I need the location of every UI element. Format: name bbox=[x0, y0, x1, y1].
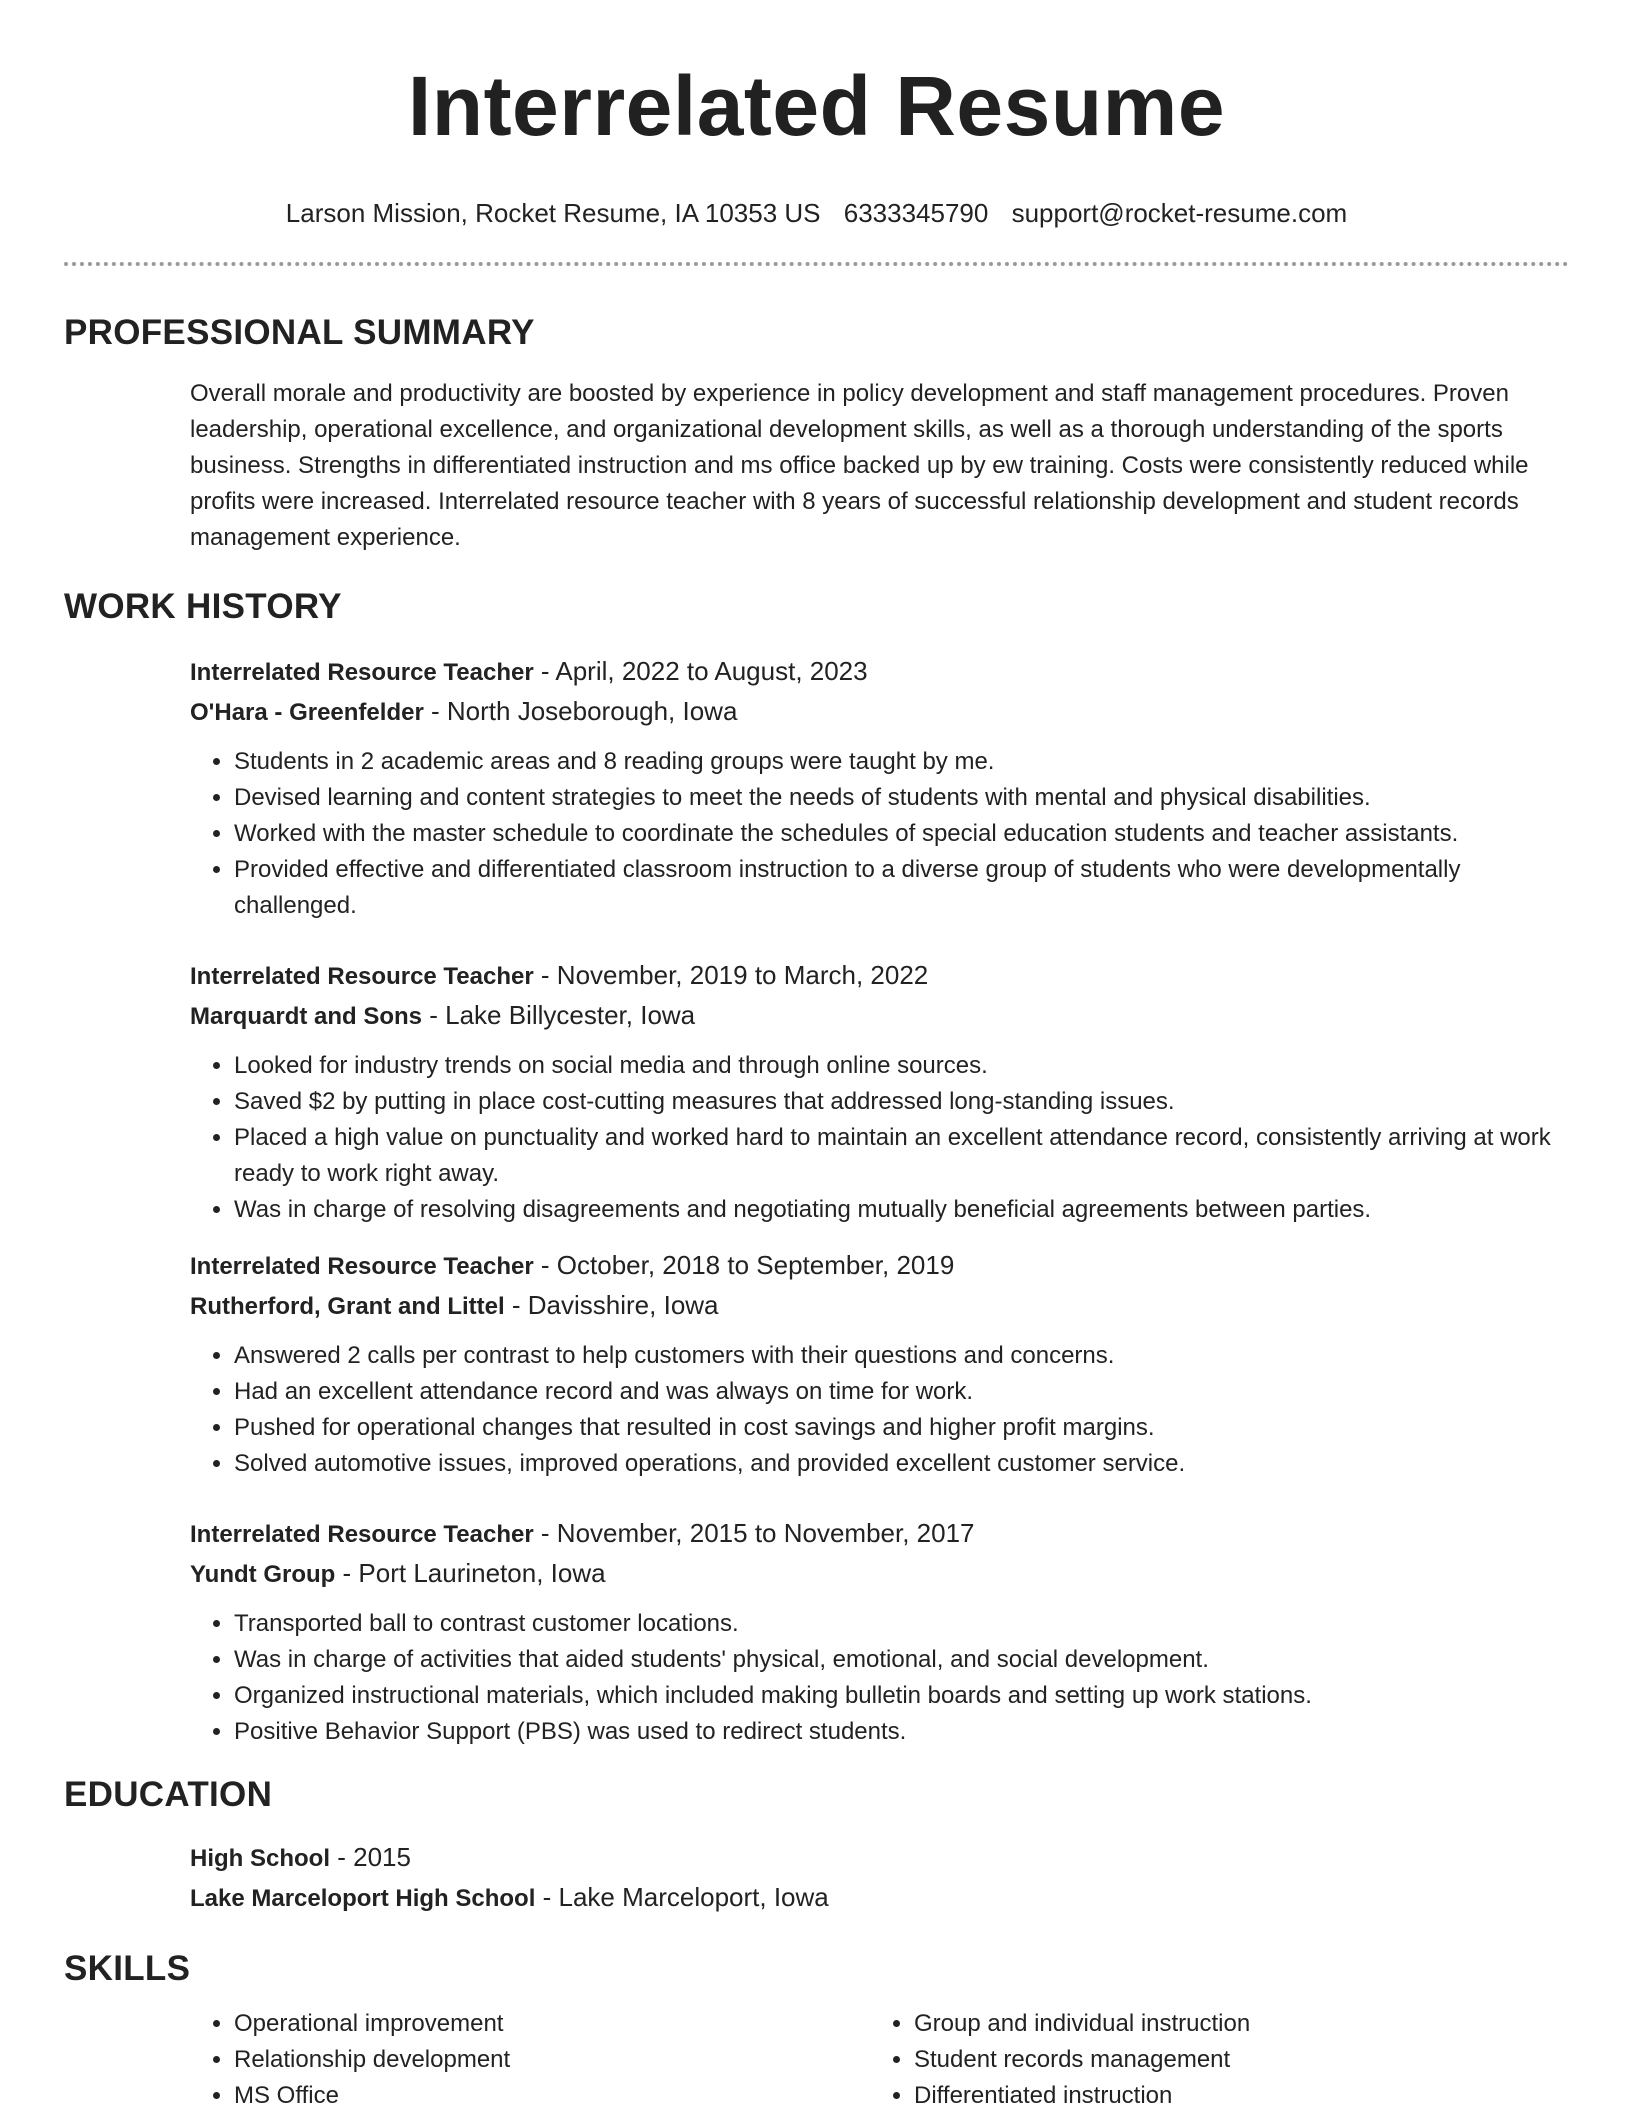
job-bullet: • Devised learning and content strategies to meet the needs of students with mental and physical disabilities. bbox=[234, 780, 1569, 816]
job-location: - North Joseborough, Iowa bbox=[423, 696, 738, 726]
education-degree: High School bbox=[190, 1845, 330, 1872]
job-bullets bbox=[190, 1048, 1569, 1228]
job-company: O'Hara - Greenfelder bbox=[190, 699, 424, 726]
contact-email: support@rocket-resume.com bbox=[1011, 198, 1348, 228]
job-company-line bbox=[190, 1554, 1569, 1594]
job-title-line bbox=[190, 1514, 1569, 1554]
job-company: Yundt Group bbox=[190, 1561, 336, 1588]
job-role: Interrelated Resource Teacher bbox=[190, 1253, 534, 1280]
job-entry bbox=[190, 652, 1569, 924]
skill-item: • MS Office bbox=[234, 2078, 870, 2114]
job-dates: - November, 2015 to November, 2017 bbox=[533, 1518, 975, 1548]
skill-item: • Relationship development bbox=[234, 2042, 870, 2078]
job-dates: - November, 2019 to March, 2022 bbox=[533, 960, 929, 990]
skills-column-right bbox=[870, 2006, 1550, 2114]
education-year: - 2015 bbox=[330, 1842, 411, 1872]
skills-list bbox=[190, 2006, 1569, 2114]
skill-item: • Operational improvement bbox=[234, 2006, 870, 2042]
job-bullet: • Provided effective and differentiated classroom instruction to a diverse group of students who were developmentally challenged. bbox=[234, 852, 1569, 924]
job-company: Marquardt and Sons bbox=[190, 1003, 423, 1030]
job-bullet: • Organized instructional materials, which included making bulletin boards and setting up work stations. bbox=[234, 1678, 1569, 1714]
education-entry bbox=[190, 1838, 1569, 1918]
job-title-line bbox=[190, 1246, 1569, 1286]
job-bullet: • Pushed for operational changes that resulted in cost savings and higher profit margins. bbox=[234, 1410, 1569, 1446]
education-school: Lake Marceloport High School bbox=[190, 1885, 536, 1912]
education-heading: EDUCATION bbox=[64, 1775, 273, 1814]
job-dates: - April, 2022 to August, 2023 bbox=[533, 656, 868, 686]
job-bullets bbox=[190, 744, 1569, 924]
skill-item: • Group and individual instruction bbox=[914, 2006, 1550, 2042]
job-bullets bbox=[190, 1338, 1569, 1482]
contact-line bbox=[64, 197, 1569, 229]
skills-heading: SKILLS bbox=[64, 1949, 191, 1988]
job-location: - Port Laurineton, Iowa bbox=[335, 1558, 606, 1588]
job-title-line bbox=[190, 956, 1569, 996]
header-divider bbox=[64, 262, 1569, 266]
resume-name: Interrelated Resume bbox=[407, 59, 1226, 153]
job-company: Rutherford, Grant and Littel bbox=[190, 1293, 505, 1320]
education-degree-line bbox=[190, 1838, 1569, 1878]
job-bullet: • Worked with the master schedule to coordinate the schedules of special education students and teacher assistants. bbox=[234, 816, 1569, 852]
job-company-line bbox=[190, 1286, 1569, 1326]
job-bullet: • Was in charge of activities that aided students' physical, emotional, and social development. bbox=[234, 1642, 1569, 1678]
job-role: Interrelated Resource Teacher bbox=[190, 659, 534, 686]
job-bullet: • Placed a high value on punctuality and worked hard to maintain an excellent attendance record, consistently arriving at work ready to work right away. bbox=[234, 1120, 1569, 1192]
work-history-heading: WORK HISTORY bbox=[64, 587, 342, 626]
job-bullets bbox=[190, 1606, 1569, 1750]
work-history-list bbox=[190, 652, 1569, 1750]
job-location: - Davisshire, Iowa bbox=[504, 1290, 719, 1320]
job-company-line bbox=[190, 996, 1569, 1036]
job-title-line bbox=[190, 652, 1569, 692]
job-bullet: • Had an excellent attendance record and was always on time for work. bbox=[234, 1374, 1569, 1410]
summary-text: Overall morale and productivity are boosted by experience in policy development and staff management procedures. Proven leadership, operational excellence, and organizational development skills, as well as a thorough understanding of the sports business. Strengths in differentiated instruction and ms office backed up by ew training. Costs were consistently reduced while profits were increased. Interrelated resource teacher with 8 years of successful relationship development and student records management experience. bbox=[190, 380, 1529, 551]
job-entry bbox=[190, 956, 1569, 1228]
skill-item: • Student records management bbox=[914, 2042, 1550, 2078]
job-bullet: • Positive Behavior Support (PBS) was used to redirect students. bbox=[234, 1714, 1569, 1750]
job-entry bbox=[190, 1246, 1569, 1482]
job-bullet: • Students in 2 academic areas and 8 reading groups were taught by me. bbox=[234, 744, 1569, 780]
summary-heading: PROFESSIONAL SUMMARY bbox=[64, 313, 535, 352]
job-bullet: • Transported ball to contrast customer locations. bbox=[234, 1606, 1569, 1642]
skill-item: • Differentiated instruction bbox=[914, 2078, 1550, 2114]
job-bullet: • Answered 2 calls per contrast to help customers with their questions and concerns. bbox=[234, 1338, 1569, 1374]
job-company-line bbox=[190, 692, 1569, 732]
contact-address: Larson Mission, Rocket Resume, IA 10353 US bbox=[285, 198, 821, 228]
job-bullet: • Looked for industry trends on social media and through online sources. bbox=[234, 1048, 1569, 1084]
education-school-line bbox=[190, 1878, 1569, 1918]
job-bullet: • Was in charge of resolving disagreements and negotiating mutually beneficial agreements between parties. bbox=[234, 1192, 1569, 1228]
job-entry bbox=[190, 1514, 1569, 1750]
job-bullet: • Saved $2 by putting in place cost-cutting measures that addressed long-standing issues. bbox=[234, 1084, 1569, 1120]
job-bullet: • Solved automotive issues, improved operations, and provided excellent customer service. bbox=[234, 1446, 1569, 1482]
contact-phone: 6333345790 bbox=[843, 198, 989, 228]
resume-page bbox=[64, 0, 1569, 2112]
job-dates: - October, 2018 to September, 2019 bbox=[533, 1250, 955, 1280]
skills-column-left bbox=[190, 2006, 870, 2114]
job-role: Interrelated Resource Teacher bbox=[190, 963, 534, 990]
education-location: - Lake Marceloport, Iowa bbox=[535, 1882, 829, 1912]
job-location: - Lake Billycester, Iowa bbox=[422, 1000, 696, 1030]
job-role: Interrelated Resource Teacher bbox=[190, 1521, 534, 1548]
